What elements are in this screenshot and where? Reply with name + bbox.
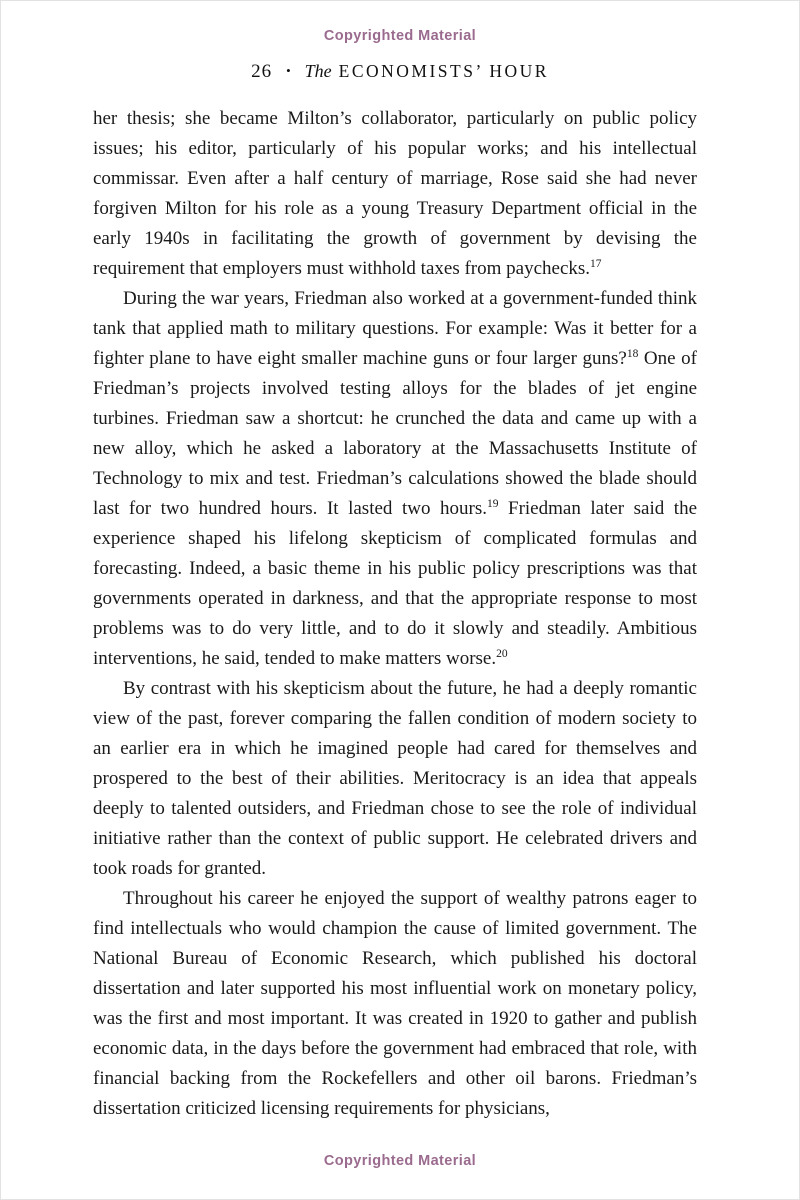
book-title-the: The [304, 61, 332, 81]
paragraph-text: By contrast with his skepticism about the future, he had a deeply romantic view of the past, forever comparing the fallen condition of modern society to an earlier era in which he imagined people had cared for themselves and prospered to the best of their abilities. Meritocracy is an idea that appeals deeply to talented outsiders, and Friedman chose to see the role of individual initiative rather than the context of public support. He celebrated drivers and took roads for granted. [93, 678, 697, 879]
paragraph-text: One of Friedman’s projects involved testing alloys for the blades of jet engine turbines. Friedman saw a shortcut: he crunched the data and came up with a new alloy, which he asked a laboratory at the Massachusetts Institute of Technology to mix and test. Friedman’s calculations showed the blade should last for two hundred hours. It lasted two hours. [93, 348, 698, 519]
paragraph-text: Friedman later said the experience shaped his lifelong skepticism of complicated formulas and forecasting. Indeed, a basic theme in his public policy prescriptions was that governments operated in darkness, and that the appropriate response to most problems was to do very little, and to do it slowly and steadily. Ambitious interventions, he said, tended to make matters worse. [93, 498, 698, 669]
paragraph-text: Throughout his career he enjoyed the support of wealthy patrons eager to find intellectuals who would champion the cause of limited government. The National Bureau of Economic Research, which published his doctoral dissertation and later supported his most influential work on monetary policy, was the first and most important. It was created in 1920 to gather and publish economic data, in the days before the government had embraced that role, with financial backing from the Rockefellers and other oil barons. Friedman’s dissertation criticized licensing requirements for physicians, [93, 888, 697, 1119]
paragraph [93, 104, 697, 284]
footnote-ref: 19 [486, 498, 499, 510]
footnote-ref: 17 [590, 258, 602, 270]
book-title-caps: ECONOMISTS’ HOUR [338, 61, 549, 81]
body-text [93, 104, 697, 1124]
footnote-ref: 20 [496, 648, 508, 660]
paragraph-text: During the war years, Friedman also worked at a government-funded think tank that applied math to military questions. For example: Was it better for a fighter plane to have eight smaller machine guns or four larger guns? [93, 288, 697, 369]
copyright-notice-top: Copyrighted Material [323, 28, 477, 44]
copyright-notice-bottom: Copyrighted Material [323, 1153, 477, 1169]
separator-bullet-icon: • [286, 63, 291, 78]
paragraph-text: her thesis; she became Milton’s collaborator, particularly on public policy issues; his editor, particularly of his popular works; and his intellectual commissar. Even after a half century of marriage, Rose said she had never forgiven Milton for his role as a young Treasury Department official in the early 1940s in facilitating the growth of government by devising the requirement that employers must withhold taxes from paychecks. [93, 108, 697, 279]
running-head [1, 61, 799, 83]
paragraph [93, 884, 697, 1124]
paragraph [93, 284, 697, 674]
page-number: 26 [251, 61, 273, 82]
paragraph [93, 674, 697, 884]
footnote-ref: 18 [626, 348, 639, 360]
